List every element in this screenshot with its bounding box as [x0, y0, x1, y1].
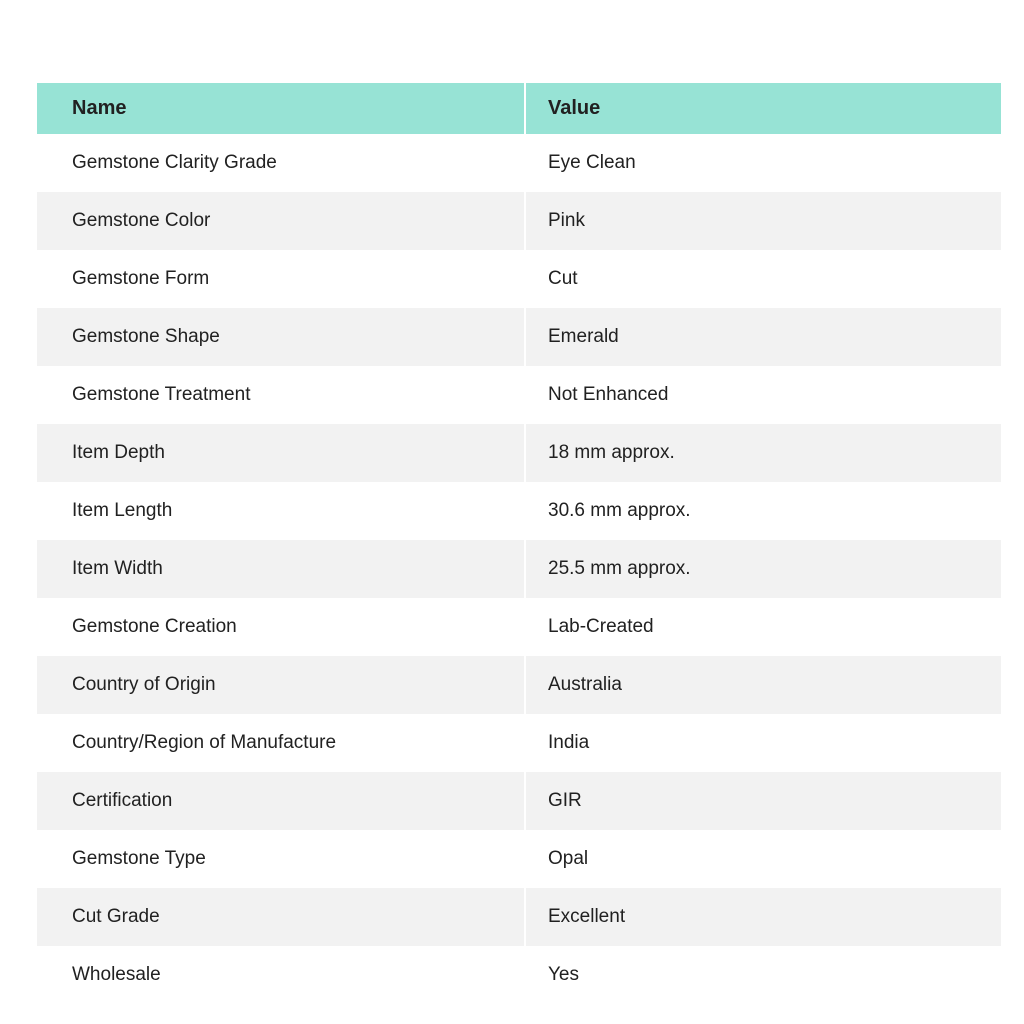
table-row — [37, 366, 1001, 424]
table-row — [37, 134, 1001, 192]
spec-name-cell: Certification — [72, 790, 173, 811]
spec-value-cell: India — [524, 714, 1001, 772]
table-row — [37, 192, 1001, 250]
spec-value-cell: 30.6 mm approx. — [524, 482, 1001, 540]
table-row — [37, 946, 1001, 1004]
spec-value-cell: 18 mm approx. — [524, 424, 1001, 482]
spec-name-cell: Gemstone Form — [72, 268, 210, 289]
spec-name-cell: Gemstone Treatment — [72, 384, 251, 405]
table-row — [37, 830, 1001, 888]
spec-name-cell: Cut Grade — [72, 906, 160, 927]
spec-name-cell: Gemstone Clarity Grade — [72, 152, 277, 173]
spec-name-cell: Gemstone Shape — [72, 326, 220, 347]
spec-table-body — [37, 134, 1001, 1004]
spec-value-cell: Emerald — [524, 308, 1001, 366]
spec-value-cell: Excellent — [524, 888, 1001, 946]
spec-value-cell: Not Enhanced — [524, 366, 1001, 424]
spec-name-cell: Gemstone Type — [72, 848, 206, 869]
table-row — [37, 540, 1001, 598]
header-name: Name — [72, 97, 127, 119]
spec-value-cell: Lab-Created — [524, 598, 1001, 656]
spec-value-cell: Cut — [524, 250, 1001, 308]
table-row — [37, 598, 1001, 656]
spec-name-cell: Gemstone Color — [72, 210, 211, 231]
table-row — [37, 482, 1001, 540]
table-row — [37, 424, 1001, 482]
table-row — [37, 888, 1001, 946]
spec-value-cell: 25.5 mm approx. — [524, 540, 1001, 598]
spec-value-cell: Opal — [524, 830, 1001, 888]
spec-name-cell: Wholesale — [72, 964, 161, 985]
spec-name-cell: Gemstone Creation — [72, 616, 237, 637]
table-row — [37, 714, 1001, 772]
table-row — [37, 308, 1001, 366]
table-row — [37, 772, 1001, 830]
spec-name-cell: Item Depth — [72, 442, 165, 463]
spec-value-cell: Eye Clean — [524, 134, 1001, 192]
spec-name-cell: Country of Origin — [72, 674, 216, 695]
header-value: Value — [524, 83, 1001, 134]
table-row — [37, 250, 1001, 308]
spec-value-cell: Pink — [524, 192, 1001, 250]
spec-name-cell: Item Length — [72, 500, 173, 521]
spec-value-cell: Yes — [524, 946, 1001, 1004]
table-row — [37, 656, 1001, 714]
table-header-row — [37, 83, 1001, 134]
spec-name-cell: Item Width — [72, 558, 163, 579]
spec-value-cell: Australia — [524, 656, 1001, 714]
spec-name-cell: Country/Region of Manufacture — [72, 732, 337, 753]
spec-value-cell: GIR — [524, 772, 1001, 830]
spec-table — [37, 83, 1001, 1004]
